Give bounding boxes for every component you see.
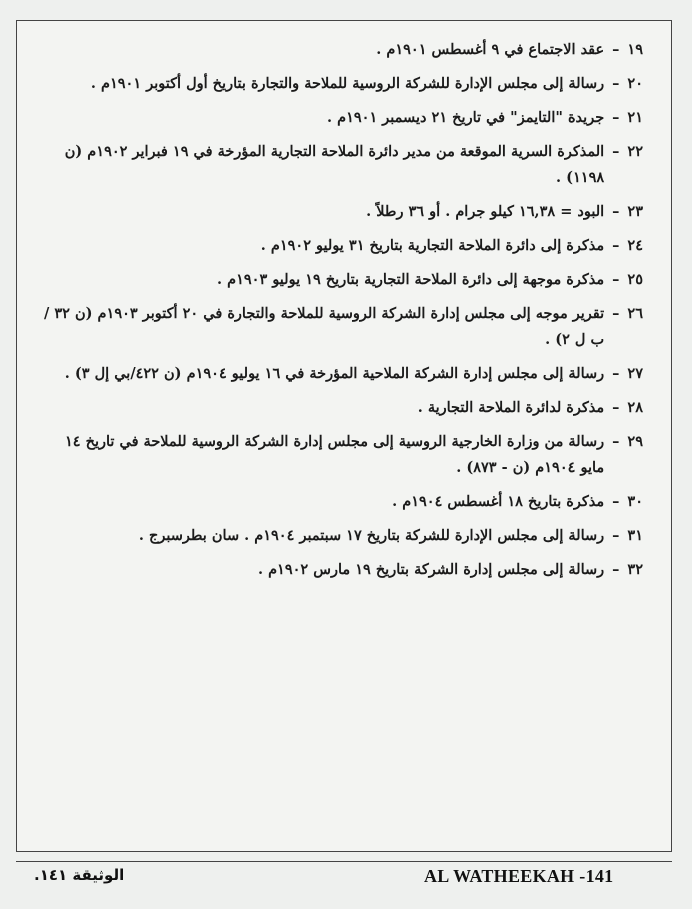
note-dash: – <box>612 433 620 450</box>
note-item <box>43 267 643 293</box>
note-item <box>43 395 643 421</box>
note-dash: – <box>612 75 620 92</box>
note-item <box>43 233 643 259</box>
footer-journal-label-arabic: الوثيقة ١٤١. <box>34 866 125 884</box>
note-number: ٢٣ <box>627 203 643 220</box>
note-item <box>43 139 643 191</box>
note-item <box>43 199 643 225</box>
note-dash: – <box>612 143 620 160</box>
footer-divider <box>16 861 672 862</box>
note-number: ٢٦ <box>627 305 643 322</box>
footer-journal-label: AL WATHEEKAH -141 <box>424 866 614 886</box>
note-dash: – <box>612 305 620 322</box>
note-text: المذكرة السرية الموقعة من مدير دائرة الملاحة التجارية المؤرخة في ١٩ فبراير ١٩٠٢م (ن ١١٩٨) . <box>64 143 605 186</box>
note-text: مذكرة موجهة إلى دائرة الملاحة التجارية بتاريخ ١٩ يوليو ١٩٠٣م . <box>217 271 605 288</box>
note-text: جريدة "التايمز" في تاريخ ٢١ ديسمبر ١٩٠١م . <box>327 109 605 126</box>
note-item <box>43 71 643 97</box>
note-dash: – <box>612 271 620 288</box>
note-item <box>43 429 643 481</box>
note-number: ٣١ <box>627 527 643 544</box>
note-number: ١٩ <box>627 41 643 58</box>
note-text: عقد الاجتماع في ٩ أغسطس ١٩٠١م . <box>376 41 605 58</box>
note-dash: – <box>612 493 620 510</box>
note-number: ٢٥ <box>627 271 643 288</box>
note-text: رسالة إلى مجلس الإدارة للشركة الروسية للملاحة والتجارة بتاريخ أول أكتوبر ١٩٠١م . <box>90 75 605 92</box>
note-number: ٢١ <box>627 109 643 126</box>
note-text: مذكرة بتاريخ ١٨ أغسطس ١٩٠٤م . <box>392 493 605 510</box>
notes-list <box>43 37 643 591</box>
note-text: رسالة إلى مجلس الإدارة للشركة بتاريخ ١٧ سبتمبر ١٩٠٤م . سان بطرسبرج . <box>138 527 605 544</box>
page-frame <box>16 20 672 852</box>
note-number: ٢٢ <box>627 143 643 160</box>
note-dash: – <box>612 41 620 58</box>
note-dash: – <box>612 561 620 578</box>
note-item <box>43 489 643 515</box>
note-number: ٣٠ <box>627 493 643 510</box>
note-text: رسالة من وزارة الخارجية الروسية إلى مجلس إدارة الشركة الروسية للملاحة في تاريخ ١٤ مايو ١٩٠٤م (ن - ٨٧٣) . <box>64 433 605 476</box>
note-number: ٢٩ <box>627 433 643 450</box>
note-dash: – <box>612 237 620 254</box>
note-item <box>43 105 643 131</box>
note-dash: – <box>612 365 620 382</box>
note-text: تقرير موجه إلى مجلس إدارة الشركة الروسية للملاحة والتجارة في ٢٠ أكتوبر ١٩٠٣م (ن ٣٢ /ب ل ٢) . <box>44 305 605 348</box>
note-text: رسالة إلى مجلس إدارة الشركة الملاحية المؤرخة في ١٦ يوليو ١٩٠٤م (ن ٤٢٢/بي إل ٣) . <box>64 365 605 382</box>
note-number: ٣٢ <box>627 561 643 578</box>
note-item <box>43 361 643 387</box>
note-number: ٢٠ <box>627 75 643 92</box>
note-dash: – <box>612 399 620 416</box>
note-dash: – <box>612 109 620 126</box>
note-dash: – <box>612 203 620 220</box>
note-dash: – <box>612 527 620 544</box>
note-item <box>43 523 643 549</box>
note-item <box>43 301 643 353</box>
note-text: مذكرة إلى دائرة الملاحة التجارية بتاريخ ٣١ يوليو ١٩٠٢م . <box>260 237 605 254</box>
note-item <box>43 557 643 583</box>
note-text: البود = ١٦,٣٨ كيلو جرام . أو ٣٦ رطلاً . <box>366 203 605 220</box>
note-text: مذكرة لدائرة الملاحة التجارية . <box>417 399 605 416</box>
note-number: ٢٤ <box>627 237 643 254</box>
note-text: رسالة إلى مجلس إدارة الشركة بتاريخ ١٩ مارس ١٩٠٢م . <box>257 561 605 578</box>
note-number: ٢٧ <box>627 365 643 382</box>
note-number: ٢٨ <box>627 399 643 416</box>
note-item <box>43 37 643 63</box>
